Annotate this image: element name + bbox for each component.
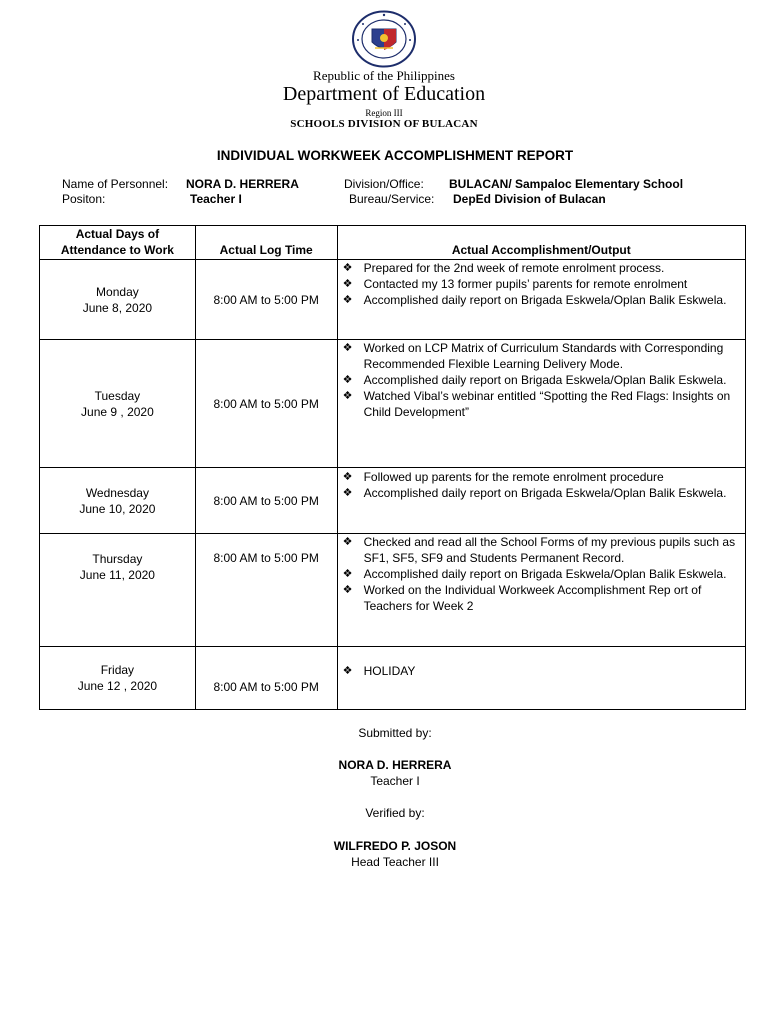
header-log-time: Actual Log Time (195, 226, 337, 260)
department-name: Department of Education (282, 83, 486, 105)
position-label: Positon: (62, 192, 106, 206)
submitted-by-name: NORA D. HERRERA (338, 758, 452, 772)
verified-by-label: Verified by: (365, 806, 425, 820)
bureau-value: DepEd Division of Bulacan (453, 192, 606, 206)
list-item: ❖ Watched Vibal’s webinar entitled “Spotting the Red Flags: Insights on Child Development” (364, 388, 741, 420)
table-row (40, 468, 746, 534)
header-accomplishment: Actual Accomplishment/Output (337, 226, 745, 260)
table-row (40, 260, 746, 340)
table-row (40, 340, 746, 468)
accomplishment-cell (337, 340, 745, 468)
region-line: Region III (365, 108, 403, 118)
table-row (40, 647, 746, 710)
accomplishment-list (364, 663, 741, 679)
table-header-row (40, 226, 746, 260)
accomplishment-list (364, 534, 741, 614)
list-item: ❖ Checked and read all the School Forms of my previous pupils such as SF1, SF5, SF9 and Students Permanent Record. (364, 534, 741, 566)
header-days: Actual Days of Attendance to Work (40, 226, 196, 260)
verified-by-name: WILFREDO P. JOSON (333, 839, 457, 853)
submitted-by-title: Teacher I (370, 774, 420, 788)
list-item: ❖ Worked on the Individual Workweek Accomplishment Rep ort of Teachers for Week 2 (364, 582, 741, 614)
list-item: ❖ Prepared for the 2nd week of remote enrolment process. (364, 260, 741, 276)
log-time-cell: 8:00 AM to 5:00 PM (195, 468, 337, 534)
log-time-cell: 8:00 AM to 5:00 PM (195, 260, 337, 340)
submitted-by-label: Submitted by: (358, 726, 432, 740)
list-item: ❖ Contacted my 13 former pupils’ parents for remote enrolment (364, 276, 741, 292)
list-item: ❖ Accomplished daily report on Brigada Eskwela/Oplan Balik Eskwela. (364, 292, 741, 308)
accomplishment-table (39, 225, 746, 710)
accomplishment-cell (337, 468, 745, 534)
log-time-cell: 8:00 AM to 5:00 PM (195, 340, 337, 468)
list-item: ❖ Accomplished daily report on Brigada Eskwela/Oplan Balik Eskwela. (364, 485, 741, 501)
bureau-label: Bureau/Service: (349, 192, 435, 206)
position-value: Teacher I (190, 192, 242, 206)
log-time-cell: 8:00 AM to 5:00 PM (195, 647, 337, 710)
report-title: INDIVIDUAL WORKWEEK ACCOMPLISHMENT REPORT (216, 148, 574, 163)
accomplishment-list (364, 469, 741, 501)
day-cell: Tuesday June 9 , 2020 (40, 340, 196, 468)
list-item: ❖ Followed up parents for the remote enrolment procedure (364, 469, 741, 485)
day-cell: Monday June 8, 2020 (40, 260, 196, 340)
division-label: Division/Office: (344, 177, 424, 191)
day-cell: Thursday June 11, 2020 (40, 534, 196, 647)
list-item: ❖ Accomplished daily report on Brigada Eskwela/Oplan Balik Eskwela. (364, 372, 741, 388)
republic-line: Republic of the Philippines (313, 68, 455, 83)
division-value: BULACAN/ Sampaloc Elementary School (449, 177, 684, 191)
accomplishment-list (364, 260, 741, 308)
list-item: ❖ Accomplished daily report on Brigada Eskwela/Oplan Balik Eskwela. (364, 566, 741, 582)
accomplishment-list (364, 340, 741, 420)
day-cell: Friday June 12 , 2020 (40, 647, 196, 710)
day-cell: Wednesday June 10, 2020 (40, 468, 196, 534)
division-line: SCHOOLS DIVISION OF BULACAN (290, 118, 478, 130)
verified-by-title: Head Teacher III (351, 855, 439, 869)
accomplishment-cell (337, 534, 745, 647)
table-row (40, 534, 746, 647)
name-label: Name of Personnel: (62, 177, 169, 191)
deped-seal-logo (351, 10, 417, 68)
list-item: ❖ Worked on LCP Matrix of Curriculum Standards with Corresponding Recommended Flexible Learning Delivery Mode. (364, 340, 741, 372)
name-value: NORA D. HERRERA (186, 177, 299, 191)
accomplishment-cell (337, 647, 745, 710)
log-time-cell: 8:00 AM to 5:00 PM (195, 534, 337, 647)
accomplishment-cell (337, 260, 745, 340)
list-item: ❖ HOLIDAY (364, 663, 741, 679)
